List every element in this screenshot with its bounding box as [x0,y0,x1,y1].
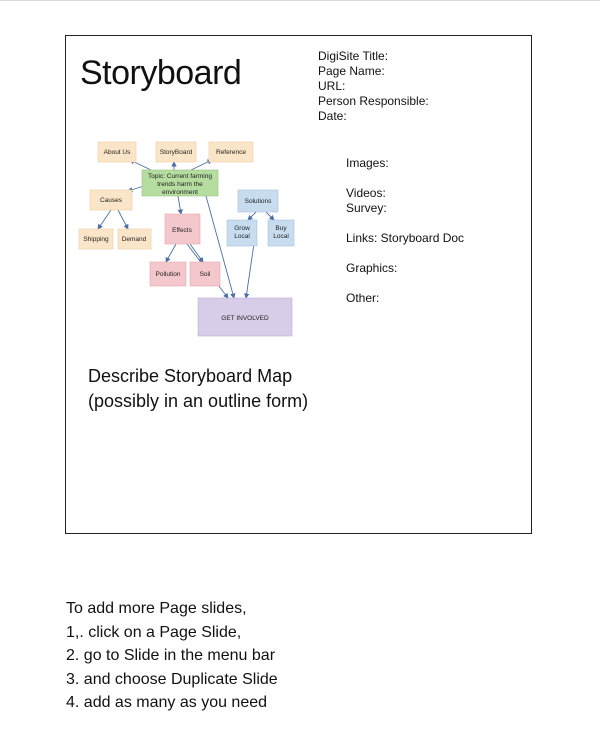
pollution-label: Pollution [155,271,181,278]
shipping-label: Shipping [83,236,109,243]
asset-survey: Survey: [346,201,387,215]
soil-label: Soil [199,271,211,278]
meta-date: Date: [318,109,347,123]
storyboard-map [66,36,533,535]
instruction-line-0: To add more Page slides, [66,600,247,617]
topic-line-1: Topic: Current farming [148,173,212,180]
instructions [66,597,278,715]
asset-links: Links: Storyboard Doc [346,231,465,245]
box-buy-local [268,220,294,246]
storyboard-slide [65,35,532,534]
describe-text [88,364,308,414]
asset-graphics: Graphics: [346,261,398,275]
solutions-label: Solutions [244,198,272,205]
box-solutions [238,190,278,212]
arrow-to-shipping [98,210,111,229]
meta-person-responsible: Person Responsible: [318,94,429,108]
arrow-to-grow-local [248,212,256,220]
box-grow-local [227,220,257,246]
asset-videos: Videos: [346,186,386,200]
asset-other: Other: [346,291,380,305]
arrow-to-soil [190,244,203,262]
causes-label: Causes [99,197,123,204]
buy-local-line-1: Buy [275,225,287,232]
box-reference [209,142,253,162]
instruction-line-4: 4. add as many as you need [66,694,268,711]
about-us-label: About Us [103,149,131,156]
describe-line-2: (possibly in an outline form) [88,391,309,411]
arrow-to-effects [178,196,181,214]
box-demand [118,229,151,249]
box-topic [142,170,218,196]
box-about-us [98,142,136,162]
grow-local-line-2: Local [234,233,250,240]
arrow-to-pollution [166,244,176,262]
box-pollution [150,262,186,286]
asset-images: Images: [346,156,389,170]
slide-title: Storyboard [80,54,242,92]
describe-line-1: Describe Storyboard Map [88,366,293,386]
box-get-involved [198,298,292,336]
meta-page-name: Page Name: [318,64,385,78]
topic-line-3: environment [162,189,198,196]
meta-digisite-title: DigiSite Title: [318,49,389,63]
get-involved-label: GET INVOLVED [221,315,269,322]
box-effects [165,214,200,244]
instruction-line-1: 1,. click on a Page Slide, [66,623,242,641]
arrow-to-demand [118,210,128,229]
top-divider [0,0,600,1]
grow-local-line-1: Grow [234,225,250,232]
instruction-line-3: 3. and choose Duplicate Slide [66,670,278,688]
buy-local-line-2: Local [273,233,289,240]
topic-line-2: trends harm the [157,181,203,188]
box-causes [90,190,132,210]
instruction-line-2: 2. go to Slide in the menu bar [66,647,276,664]
effects-label: Effects [172,227,192,234]
box-soil [190,262,220,286]
reference-label: Reference [216,149,246,156]
meta-url: URL: [318,79,346,93]
arrow-to-buy-local [266,212,274,220]
demand-label: Demand [121,236,147,243]
box-shipping [79,229,113,249]
box-storyboard [156,142,196,162]
storyboard-label: StoryBoard [159,149,193,156]
